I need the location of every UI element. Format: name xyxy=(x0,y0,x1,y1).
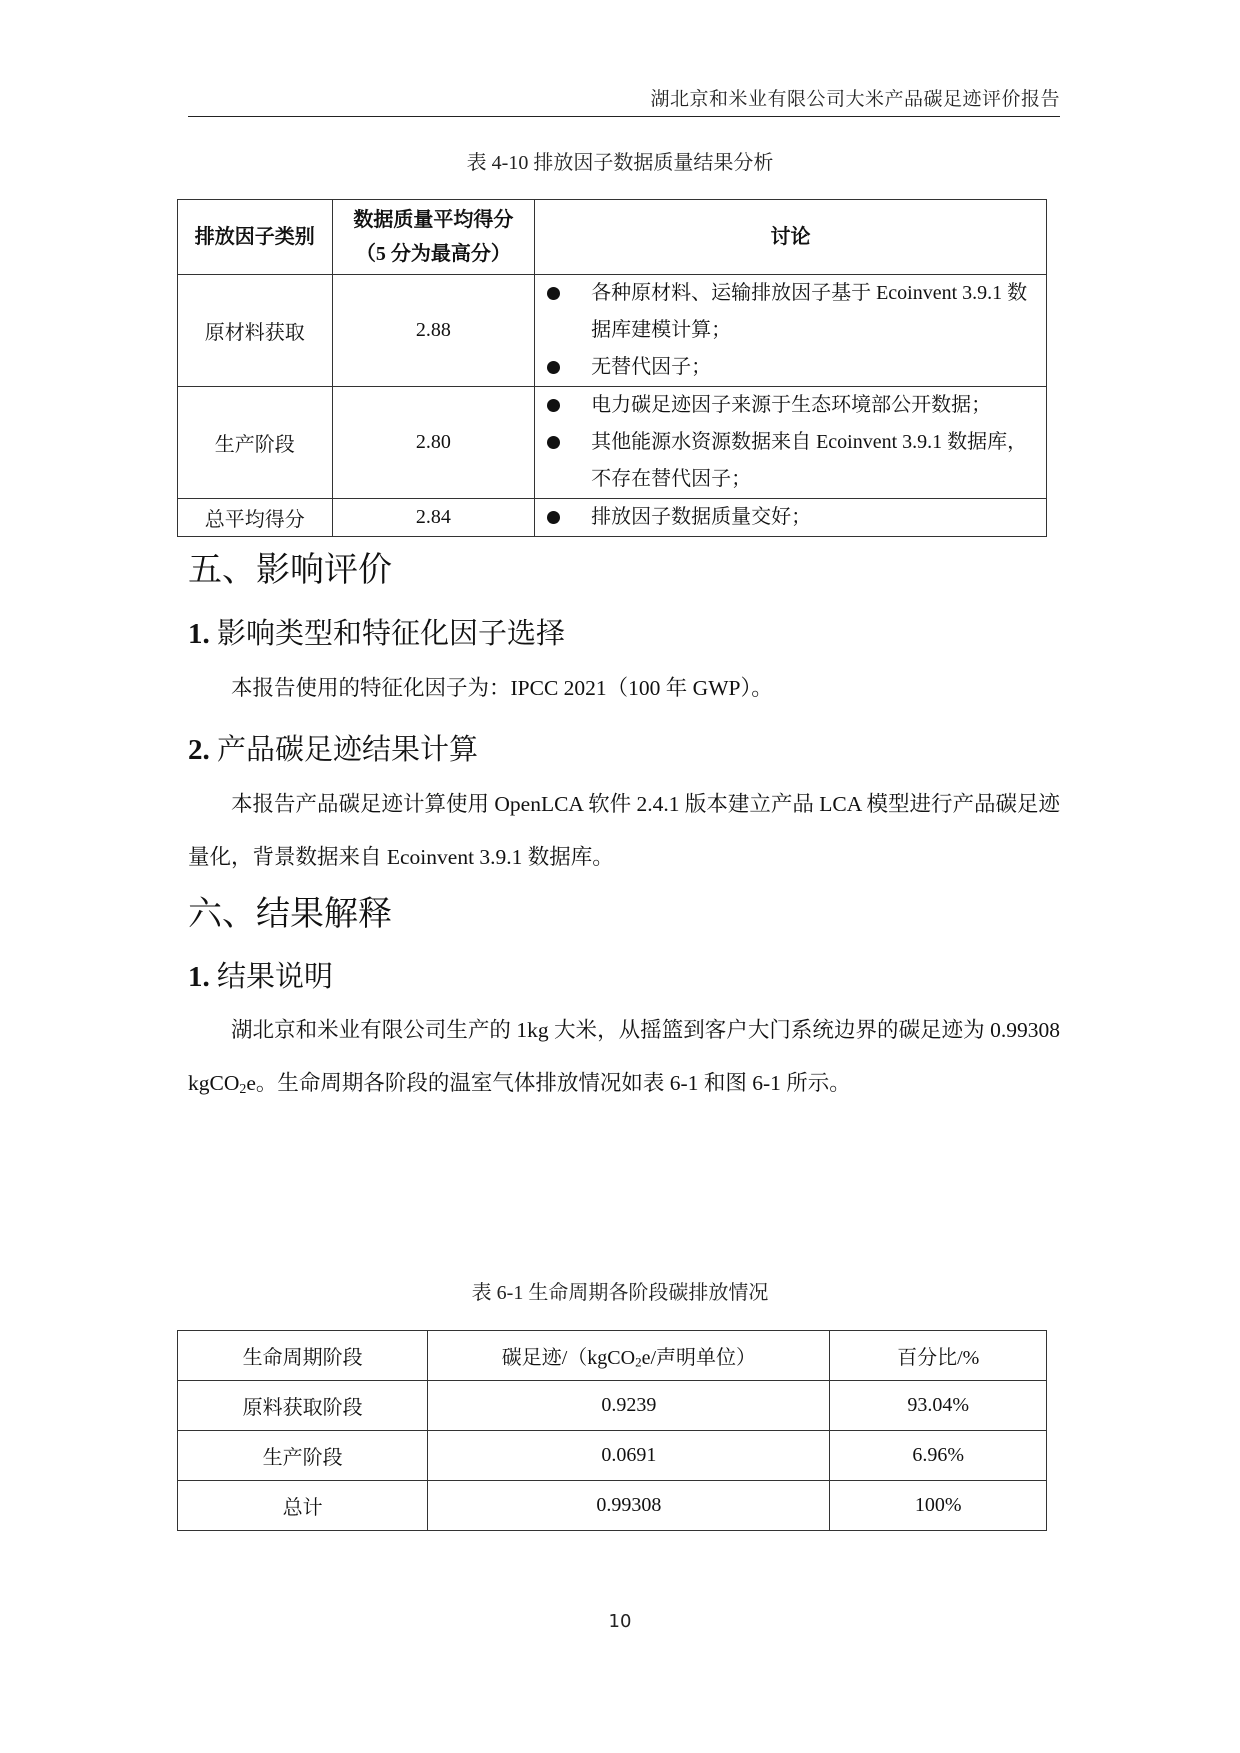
cell-footprint: 0.0691 xyxy=(428,1431,830,1481)
cell-stage: 原料获取阶段 xyxy=(178,1381,428,1431)
cell-stage: 总计 xyxy=(178,1481,428,1531)
header-footprint xyxy=(428,1331,830,1381)
page-number: 10 xyxy=(608,1611,632,1632)
list-item xyxy=(535,349,1036,386)
heading-text: 影响类型和特征化因子选择 xyxy=(217,618,566,650)
header-discussion: 讨论 xyxy=(535,200,1047,275)
discussion-text: 排放因子数据质量交好； xyxy=(591,506,812,528)
cell-score: 2.84 xyxy=(332,499,535,537)
table-row xyxy=(178,1381,1047,1431)
discussion-text: 无替代因子； xyxy=(591,356,712,378)
list-item xyxy=(535,424,1036,498)
discussion-list xyxy=(535,387,1046,498)
heading-number: 1. xyxy=(188,961,210,993)
table-header-row xyxy=(178,1331,1047,1381)
list-item xyxy=(535,499,1036,536)
section-5-1-paragraph: 本报告使用的特征化因子为：IPCC 2021（100 年 GWP）。 xyxy=(231,676,773,700)
section-5-2-heading xyxy=(188,727,478,768)
subscript: 2 xyxy=(635,1354,642,1370)
bullet-icon xyxy=(547,287,560,300)
table-row xyxy=(178,387,1047,499)
table-6-1-caption: 表 6-1 生命周期各阶段碳排放情况 xyxy=(471,1282,769,1304)
cell-category: 总平均得分 xyxy=(178,499,333,537)
header-score xyxy=(332,200,535,275)
discussion-text: 电力碳足迹因子来源于生态环境部公开数据； xyxy=(591,394,992,416)
cell-category: 原材料获取 xyxy=(178,275,333,387)
header-score-line1: 数据质量平均得分 xyxy=(353,209,514,231)
subscript: 2 xyxy=(239,1081,247,1097)
header-text: 碳足迹/（kgCO xyxy=(501,1346,636,1369)
cell-footprint: 0.99308 xyxy=(428,1481,830,1531)
section-6-heading: 六、结果解释 xyxy=(188,896,392,933)
discussion-text: 其他能源水资源数据来自 Ecoinvent 3.9.1 数据库，不存在替代因子； xyxy=(591,431,1028,490)
paragraph-text: e。生命周期各阶段的温室气体排放情况如表 6-1 和图 6-1 所示。 xyxy=(246,1071,851,1095)
header-stage: 生命周期阶段 xyxy=(178,1331,428,1381)
table-row xyxy=(178,1481,1047,1531)
cell-category: 生产阶段 xyxy=(178,387,333,499)
bullet-icon xyxy=(547,511,560,524)
cell-stage: 生产阶段 xyxy=(178,1431,428,1481)
header-text: e/声明单位） xyxy=(641,1346,757,1369)
header-score-line2: （5 分为最高分） xyxy=(355,243,511,265)
discussion-list xyxy=(535,275,1046,386)
bullet-icon xyxy=(547,399,560,412)
report-title: 湖北京和米业有限公司大米产品碳足迹评价报告 xyxy=(650,88,1060,110)
paragraph-text: 湖北京和米业有限公司生产的 1kg 大米，从摇篮到客户大门系统边界的碳足迹为 0.99308 kgCO xyxy=(188,1018,1060,1095)
list-item xyxy=(535,275,1036,349)
section-5-1-heading xyxy=(188,611,565,652)
table-header-row xyxy=(178,200,1047,275)
table-row xyxy=(178,499,1047,537)
heading-text: 产品碳足迹结果计算 xyxy=(217,734,479,766)
section-5-2-paragraph: 本报告产品碳足迹计算使用 OpenLCA 软件 2.4.1 版本建立产品 LCA 模型进行产品碳足迹量化，背景数据来自 Ecoinvent 3.9.1 数据库。 xyxy=(188,792,1060,869)
cell-discussion xyxy=(535,275,1047,387)
cell-score: 2.80 xyxy=(332,387,535,499)
bullet-icon xyxy=(547,361,560,374)
cell-score: 2.88 xyxy=(332,275,535,387)
cell-percent: 93.04% xyxy=(830,1381,1047,1431)
bullet-icon xyxy=(547,436,560,449)
discussion-text: 各种原材料、运输排放因子基于 Ecoinvent 3.9.1 数据库建模计算； xyxy=(591,282,1028,341)
page-header xyxy=(188,84,1060,117)
section-6-1-heading xyxy=(188,954,333,995)
table-4-10 xyxy=(177,199,1047,537)
heading-number: 1. xyxy=(188,618,210,650)
discussion-list xyxy=(535,499,1046,536)
cell-discussion xyxy=(535,499,1047,537)
list-item xyxy=(535,387,1036,424)
section-5-heading: 五、影响评价 xyxy=(188,552,392,589)
table-row xyxy=(178,275,1047,387)
cell-percent: 6.96% xyxy=(830,1431,1047,1481)
table-row xyxy=(178,1431,1047,1481)
cell-percent: 100% xyxy=(830,1481,1047,1531)
cell-discussion xyxy=(535,387,1047,499)
section-6-1-paragraph xyxy=(188,1004,1060,1116)
heading-number: 2. xyxy=(188,734,210,766)
header-category: 排放因子类别 xyxy=(178,200,333,275)
table-4-10-caption: 表 4-10 排放因子数据质量结果分析 xyxy=(466,152,774,174)
table-6-1 xyxy=(177,1330,1047,1531)
header-percent: 百分比/% xyxy=(830,1331,1047,1381)
heading-text: 结果说明 xyxy=(217,961,334,993)
cell-footprint: 0.9239 xyxy=(428,1381,830,1431)
